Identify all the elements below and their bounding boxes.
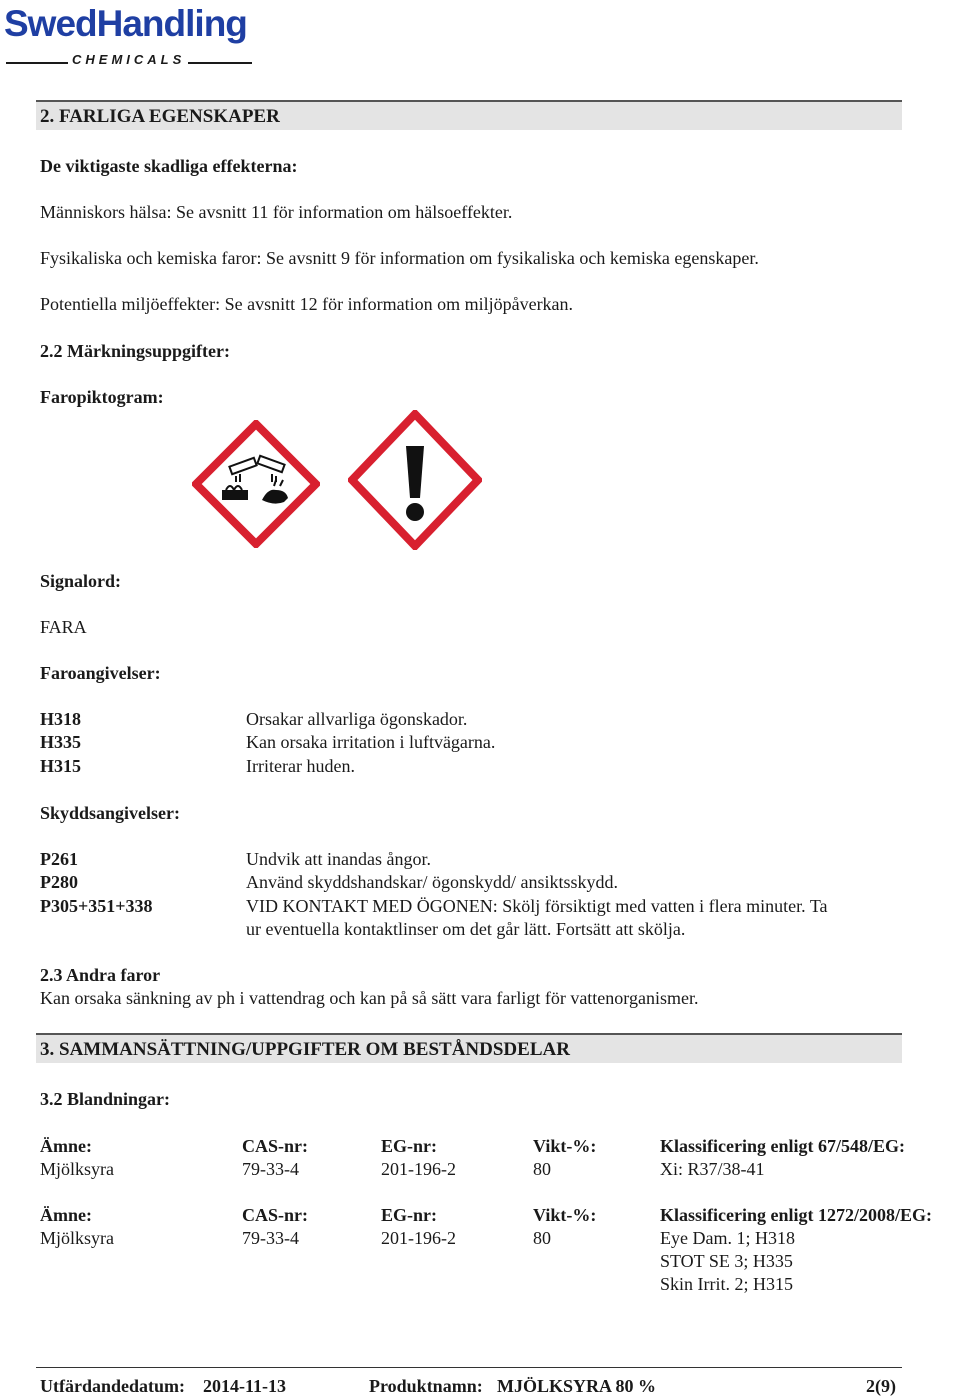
- footer-date: 2014-11-13: [203, 1376, 286, 1396]
- other-hazards-text: Kan orsaka sänkning av ph i vattendrag och kan på så sätt vara farligt för vattenorganismer.: [40, 988, 699, 1008]
- mixtures-title: 3.2 Blandningar:: [40, 1089, 171, 1109]
- footer-rule: [36, 1367, 902, 1368]
- physical-line: Fysikaliska och kemiska faror: Se avsnitt 9 för information om fysikaliska och kemiska egenskaper.: [40, 248, 759, 268]
- table-header: Klassificering enligt 1272/2008/EG:: [660, 1205, 932, 1225]
- footer-product: MJÖLKSYRA 80 %: [497, 1376, 657, 1396]
- table-cell: Eye Dam. 1; H318: [660, 1228, 795, 1248]
- table-header: Ämne:: [40, 1205, 92, 1225]
- section-3-heading-band: [36, 1033, 902, 1063]
- environment-line: Potentiella miljöeffekter: Se avsnitt 12 för information om miljöpåverkan.: [40, 294, 574, 314]
- hazard-text: Irriterar huden.: [246, 756, 355, 776]
- table-cell: Skin Irrit. 2; H315: [660, 1274, 793, 1294]
- table-cell: 79-33-4: [242, 1159, 299, 1179]
- effects-title: De viktigaste skadliga effekterna:: [40, 156, 298, 176]
- table-header: CAS-nr:: [242, 1205, 308, 1225]
- hazard-code: H315: [40, 756, 82, 776]
- signal-word: FARA: [40, 617, 87, 637]
- logo-rule-right: [188, 62, 252, 64]
- footer-date-label: Utfärdandedatum:: [40, 1376, 186, 1396]
- table-cell: Xi: R37/38-41: [660, 1159, 765, 1179]
- precaution-title: Skyddsangivelser:: [40, 803, 181, 823]
- precaution-text: Undvik att inandas ångor.: [246, 849, 431, 869]
- table-cell: 201-196-2: [381, 1159, 456, 1179]
- logo-rule-left: [6, 62, 68, 64]
- table-header: Vikt-%:: [533, 1136, 597, 1156]
- table-cell: Mjölksyra: [40, 1159, 114, 1179]
- precaution-code: P280: [40, 872, 78, 892]
- footer-product-label: Produktnamn:: [369, 1376, 483, 1396]
- precaution-text: VID KONTAKT MED ÖGONEN: Skölj försiktigt med vatten i flera minuter. Ta: [246, 896, 828, 916]
- health-line: Människors hälsa: Se avsnitt 11 för information om hälsoeffekter.: [40, 202, 513, 222]
- precaution-text: Använd skyddshandskar/ ögonskydd/ ansiktsskydd.: [246, 872, 618, 892]
- table-header: Klassificering enligt 67/548/EG:: [660, 1136, 905, 1156]
- signal-title: Signalord:: [40, 571, 122, 591]
- table-cell: 80: [533, 1228, 551, 1248]
- table-header: Ämne:: [40, 1136, 92, 1156]
- precaution-code: P305+351+338: [40, 896, 153, 916]
- table-cell: STOT SE 3; H335: [660, 1251, 793, 1271]
- hazard-title: Faroangivelser:: [40, 663, 161, 683]
- pictogram-title: Faropiktogram:: [40, 387, 164, 407]
- table-cell: 79-33-4: [242, 1228, 299, 1248]
- table-header: Vikt-%:: [533, 1205, 597, 1225]
- table-header: EG-nr:: [381, 1205, 437, 1225]
- table-cell: 201-196-2: [381, 1228, 456, 1248]
- exclamation-pictogram-icon: [348, 410, 482, 550]
- logo-sub: CHEMICALS: [72, 52, 186, 67]
- table-header: EG-nr:: [381, 1136, 437, 1156]
- section-3-heading: 3. SAMMANSÄTTNING/UPPGIFTER OM BESTÅNDSDELAR: [40, 1039, 570, 1060]
- footer-page: 2(9): [866, 1376, 896, 1396]
- labeling-title: 2.2 Märkningsuppgifter:: [40, 341, 231, 361]
- other-hazards-title: 2.3 Andra faror: [40, 965, 161, 985]
- precaution-code: P261: [40, 849, 78, 869]
- section-2-heading: 2. FARLIGA EGENSKAPER: [40, 106, 280, 127]
- company-logo: [4, 2, 254, 72]
- hazard-code: H335: [40, 732, 82, 752]
- hazard-text: Orsakar allvarliga ögonskador.: [246, 709, 468, 729]
- section-2-heading-band: [36, 100, 902, 130]
- logo-brand: SwedHandling: [4, 3, 247, 44]
- precaution-text-cont: ur eventuella kontaktlinser om det går lätt. Fortsätt att skölja.: [246, 919, 686, 939]
- table-cell: 80: [533, 1159, 551, 1179]
- hazard-code: H318: [40, 709, 82, 729]
- hazard-text: Kan orsaka irritation i luftvägarna.: [246, 732, 496, 752]
- table-header: CAS-nr:: [242, 1136, 308, 1156]
- corrosion-pictogram-icon: [192, 420, 320, 548]
- table-cell: Mjölksyra: [40, 1228, 114, 1248]
